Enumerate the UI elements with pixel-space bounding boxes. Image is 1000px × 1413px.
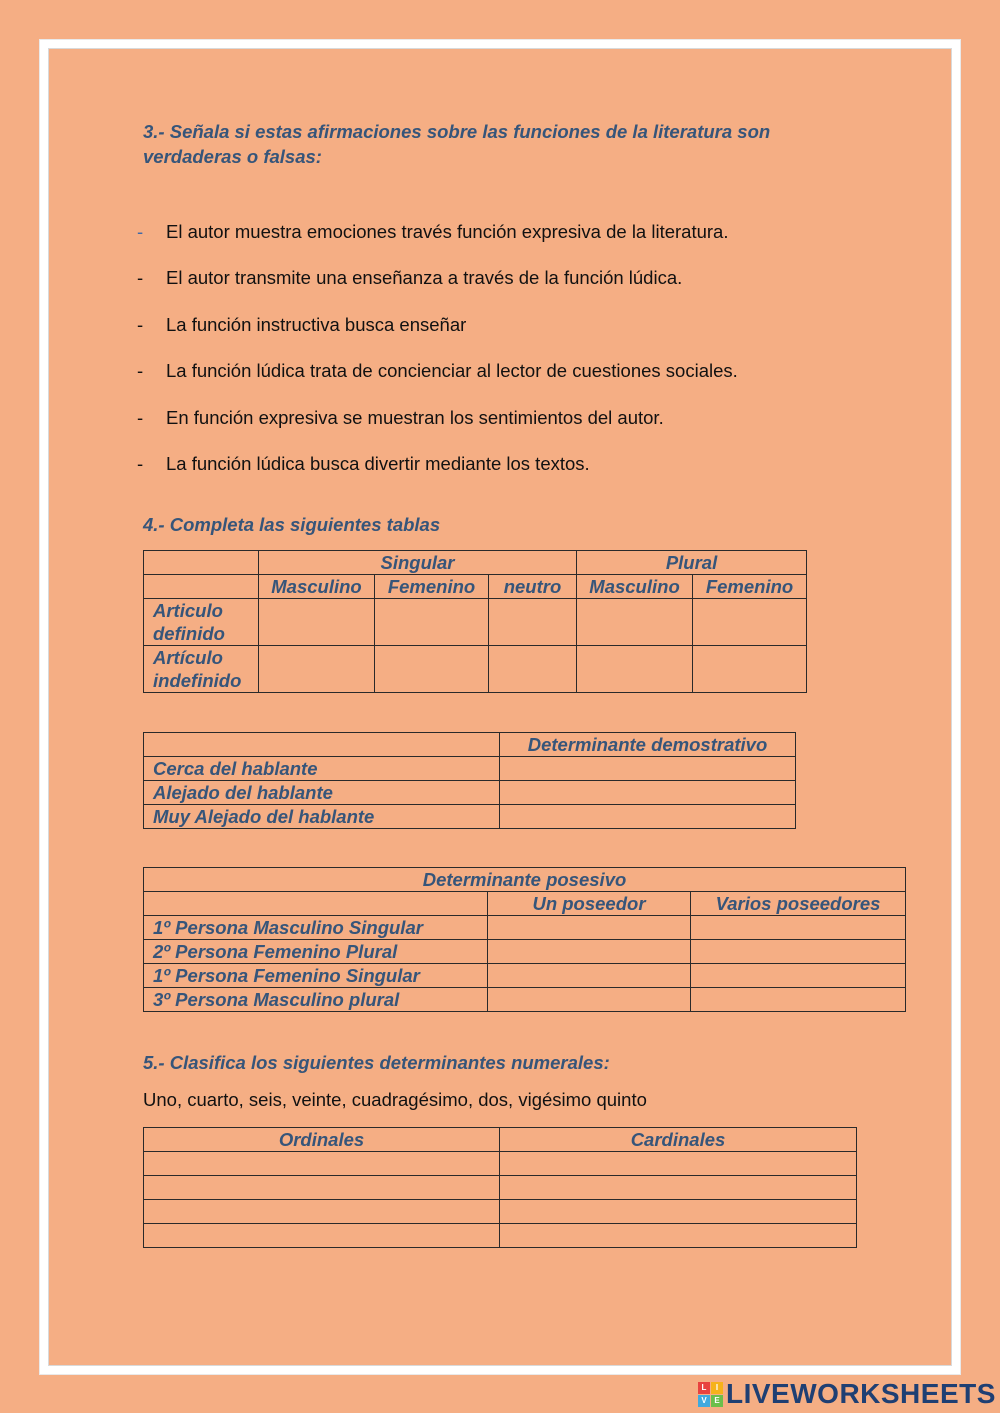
logo-mark-letter: V: [698, 1395, 710, 1407]
table-row: [144, 1200, 857, 1224]
row-label-articulo-indefinido: [144, 646, 259, 693]
answer-cell[interactable]: [489, 599, 577, 646]
answer-cell[interactable]: [691, 988, 906, 1012]
statement-dash: -: [137, 221, 144, 242]
numerals-list: Uno, cuarto, seis, veinte, cuadragésimo, dos, vigésimo quinto: [143, 1089, 647, 1110]
row-label: 1º Persona Femenino Singular: [144, 964, 488, 988]
q4-heading: 4.- Completa las siguientes tablas: [143, 514, 441, 535]
row-label: Cerca del hablante: [144, 757, 500, 781]
answer-cell[interactable]: [691, 940, 906, 964]
answer-cell[interactable]: [500, 1176, 857, 1200]
statement-text: El autor muestra emociones través función expresiva de la literatura.: [166, 221, 729, 242]
table-row: [144, 575, 807, 599]
row-label-line: Artículo: [153, 647, 223, 668]
table-row: [144, 1176, 857, 1200]
answer-cell[interactable]: [693, 646, 807, 693]
table-row: [144, 1152, 857, 1176]
answer-cell[interactable]: [691, 916, 906, 940]
statement-text: La función lúdica trata de concienciar al lector de cuestiones sociales.: [166, 360, 738, 381]
demonstrative-header: Determinante demostrativo: [500, 733, 796, 757]
q3-heading: [143, 119, 770, 169]
answer-cell[interactable]: [691, 964, 906, 988]
table-cell: [144, 892, 488, 916]
row-label: 2º Persona Femenino Plural: [144, 940, 488, 964]
answer-cell[interactable]: [488, 940, 691, 964]
table-row: [144, 551, 807, 575]
answer-cell[interactable]: [500, 757, 796, 781]
liveworksheets-logo[interactable]: [698, 1378, 996, 1410]
col-header-neutro: neutro: [489, 575, 577, 599]
singular-header: Singular: [259, 551, 577, 575]
answer-cell[interactable]: [693, 599, 807, 646]
table-row: [144, 892, 906, 916]
answer-cell[interactable]: [488, 988, 691, 1012]
col-header-un-poseedor: Un poseedor: [488, 892, 691, 916]
logo-mark-letter: I: [711, 1382, 723, 1394]
statement-1: [137, 221, 728, 243]
logo-mark-icon: [698, 1382, 723, 1407]
answer-cell[interactable]: [259, 599, 375, 646]
answer-cell[interactable]: [375, 599, 489, 646]
row-label-line: indefinido: [153, 670, 242, 691]
row-label-articulo-definido: [144, 599, 259, 646]
q3-heading-line2: verdaderas o falsas:: [143, 146, 322, 167]
col-header-masculino-plural: Masculino: [577, 575, 693, 599]
table-cell: [144, 575, 259, 599]
col-header-cardinales: Cardinales: [500, 1128, 857, 1152]
articles-table: [143, 550, 807, 693]
answer-cell[interactable]: [144, 1224, 500, 1248]
statement-4: [137, 360, 738, 382]
answer-cell[interactable]: [144, 1176, 500, 1200]
possessive-title: Determinante posesivo: [144, 868, 906, 892]
table-row: [144, 646, 807, 693]
statement-dash: -: [137, 453, 144, 474]
statement-dash: -: [137, 314, 144, 335]
answer-cell[interactable]: [144, 1200, 500, 1224]
answer-cell[interactable]: [489, 646, 577, 693]
table-row: [144, 781, 796, 805]
col-header-masculino-singular: Masculino: [259, 575, 375, 599]
statement-2: [137, 267, 682, 289]
answer-cell[interactable]: [577, 646, 693, 693]
logo-mark-letter: E: [711, 1395, 723, 1407]
answer-cell[interactable]: [488, 916, 691, 940]
answer-cell[interactable]: [500, 1200, 857, 1224]
q3-heading-line1: 3.- Señala si estas afirmaciones sobre las funciones de la literatura son: [143, 121, 771, 142]
col-header-ordinales: Ordinales: [144, 1128, 500, 1152]
plural-header: Plural: [577, 551, 807, 575]
table-row: [144, 940, 906, 964]
table-row: [144, 964, 906, 988]
table-row: [144, 733, 796, 757]
statement-dash: -: [137, 360, 144, 381]
answer-cell[interactable]: [144, 1152, 500, 1176]
answer-cell[interactable]: [375, 646, 489, 693]
statement-text: En función expresiva se muestran los sentimientos del autor.: [166, 407, 664, 428]
table-cell: [144, 733, 500, 757]
row-label: 3º Persona Masculino plural: [144, 988, 488, 1012]
table-row: [144, 599, 807, 646]
logo-mark-letter: L: [698, 1382, 710, 1394]
answer-cell[interactable]: [500, 805, 796, 829]
row-label: Alejado del hablante: [144, 781, 500, 805]
row-label: Muy Alejado del hablante: [144, 805, 500, 829]
statement-5: [137, 407, 664, 429]
answer-cell[interactable]: [500, 1152, 857, 1176]
row-label-line: Articulo: [153, 600, 223, 621]
statement-dash: -: [137, 407, 144, 428]
table-row: [144, 1128, 857, 1152]
table-row: [144, 1224, 857, 1248]
answer-cell[interactable]: [577, 599, 693, 646]
possessive-table: [143, 867, 906, 1012]
table-row: [144, 805, 796, 829]
answer-cell[interactable]: [488, 964, 691, 988]
demonstrative-table: [143, 732, 796, 829]
table-row: [144, 916, 906, 940]
col-header-femenino-singular: Femenino: [375, 575, 489, 599]
row-label: 1º Persona Masculino Singular: [144, 916, 488, 940]
table-row: [144, 988, 906, 1012]
q5-heading: 5.- Clasifica los siguientes determinantes numerales:: [143, 1052, 610, 1073]
logo-text: LIVEWORKSHEETS: [726, 1378, 996, 1409]
col-header-varios-poseedores: Varios poseedores: [691, 892, 906, 916]
numerals-table: [143, 1127, 857, 1248]
statement-3: [137, 314, 466, 336]
statement-text: La función lúdica busca divertir mediante los textos.: [166, 453, 590, 474]
answer-cell[interactable]: [500, 781, 796, 805]
answer-cell[interactable]: [259, 646, 375, 693]
statement-6: [137, 453, 590, 475]
statement-dash: -: [137, 267, 144, 288]
table-cell: [144, 551, 259, 575]
table-row: [144, 757, 796, 781]
table-row: [144, 868, 906, 892]
statement-text: La función instructiva busca enseñar: [166, 314, 467, 335]
col-header-femenino-plural: Femenino: [693, 575, 807, 599]
answer-cell[interactable]: [500, 1224, 857, 1248]
row-label-line: definido: [153, 623, 225, 644]
statement-text: El autor transmite una enseñanza a través de la función lúdica.: [166, 267, 683, 288]
